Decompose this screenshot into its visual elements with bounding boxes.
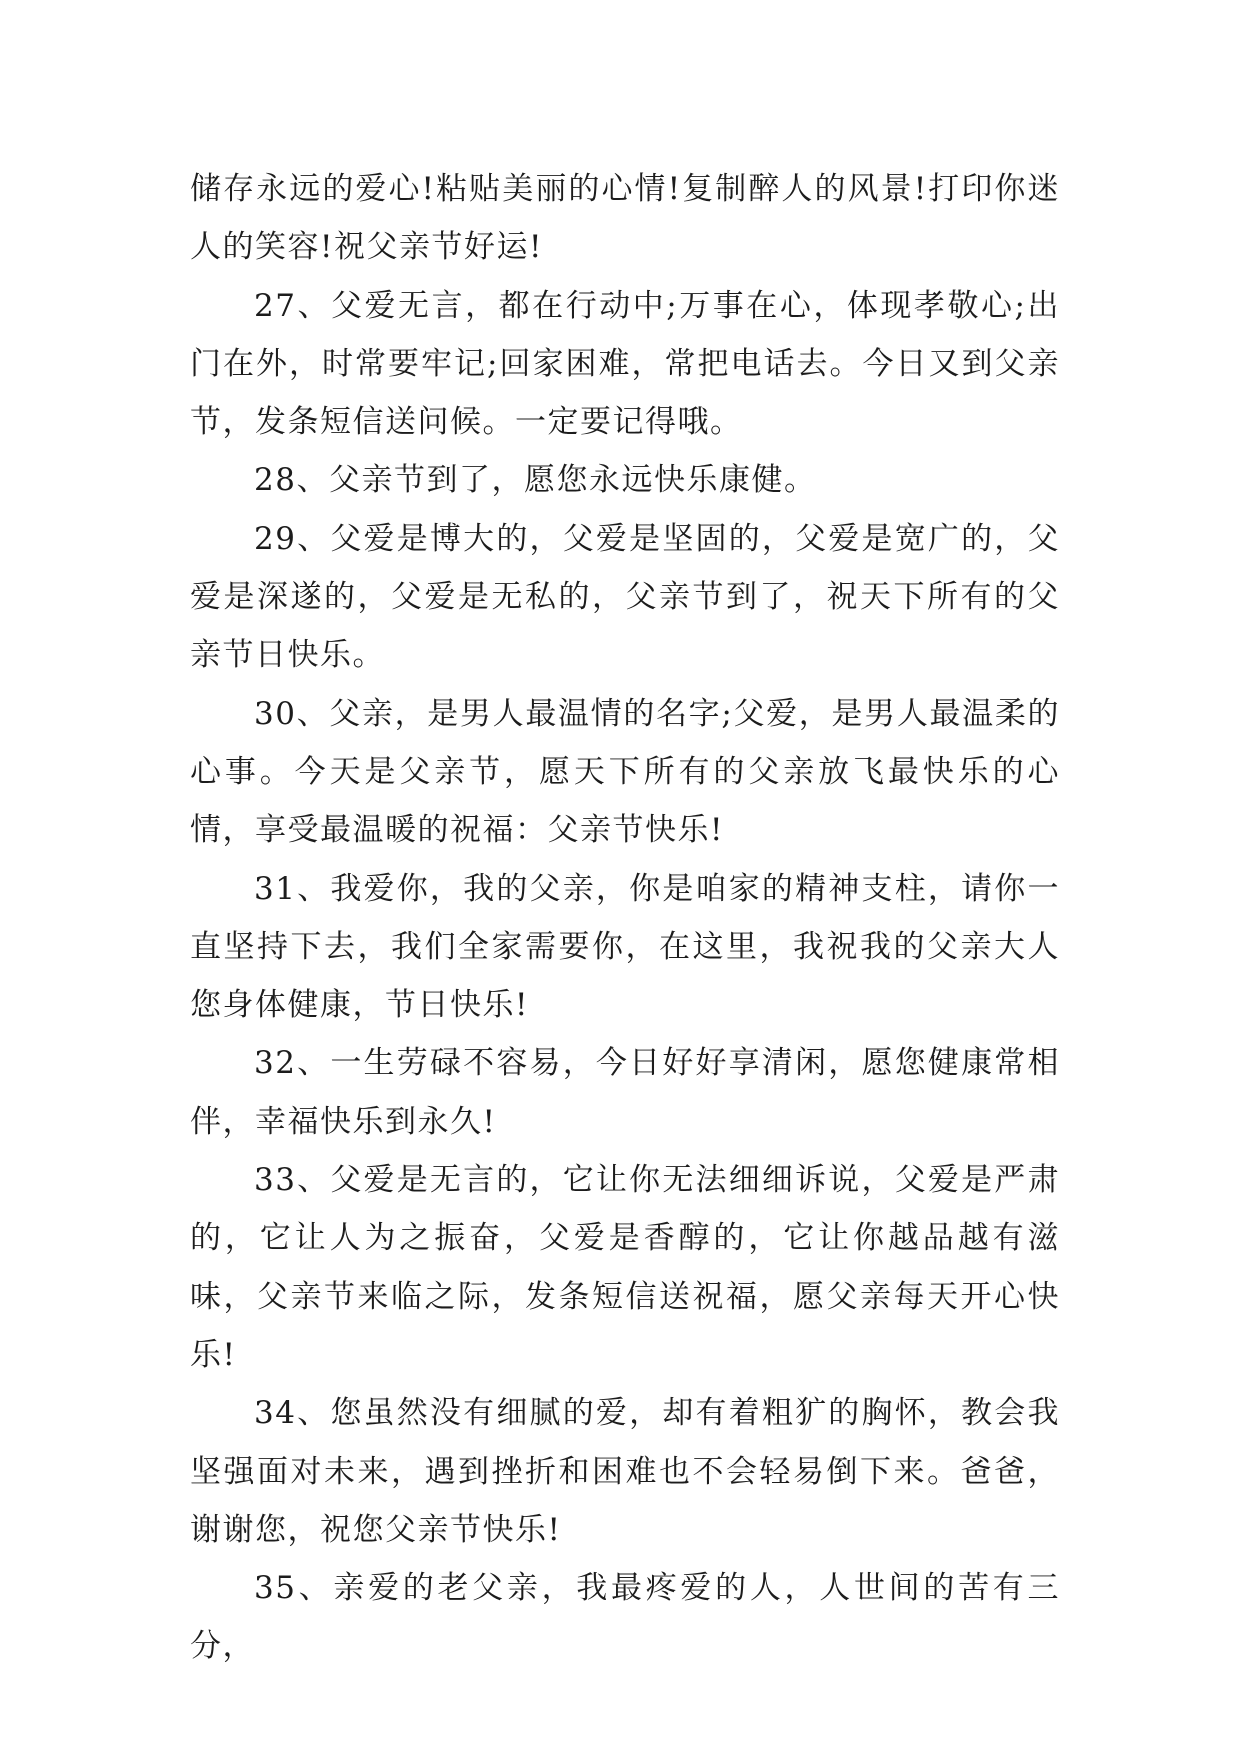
paragraph-continuation: 储存永远的爱心!粘贴美丽的心情!复制醉人的风景!打印你迷人的笑容!祝父亲节好运! — [190, 171, 1060, 266]
document-body — [190, 160, 1060, 1676]
paragraph-34: 34、您虽然没有细腻的爱，却有着粗犷的胸怀，教会我坚强面对未来，遇到挫折和困难也不会轻易倒下来。爸爸，谢谢您，祝您父亲节快乐! — [190, 1395, 1060, 1548]
paragraph-28: 28、父亲节到了，愿您永远快乐康健。 — [254, 462, 817, 499]
paragraph-31: 31、我爱你，我的父亲，你是咱家的精神支柱，请你一直坚持下去，我们全家需要你，在这里，我祝我的父亲大人您身体健康，节日快乐! — [190, 870, 1060, 1024]
paragraph-30: 30、父亲，是男人最温情的名字;父爱，是男人最温柔的心事。今天是父亲节，愿天下所有的父亲放飞最快乐的心情，享受最温暖的祝福：父亲节快乐! — [190, 695, 1060, 849]
paragraph-33: 33、父爱是无言的，它让你无法细细诉说，父爱是严肃的，它让人为之振奋，父爱是香醇的，它让你越品越有滋味，父亲节来临之际，发条短信送祝福，愿父亲每天开心快乐! — [190, 1162, 1060, 1373]
paragraph-35: 35、亲爱的老父亲，我最疼爱的人，人世间的苦有三分， — [190, 1570, 1060, 1665]
paragraph-32: 32、一生劳碌不容易，今日好好享清闲，愿您健康常相伴，幸福快乐到永久! — [190, 1045, 1060, 1140]
paragraph-29: 29、父爱是博大的，父爱是坚固的，父爱是宽广的，父爱是深遂的，父爱是无私的，父亲节到了，祝天下所有的父亲节日快乐。 — [190, 520, 1060, 674]
paragraph-27: 27、父爱无言，都在行动中;万事在心，体现孝敬心;出门在外，时常要牢记;回家困难，常把电话去。今日又到父亲节，发条短信送问候。一定要记得哦。 — [190, 287, 1060, 441]
